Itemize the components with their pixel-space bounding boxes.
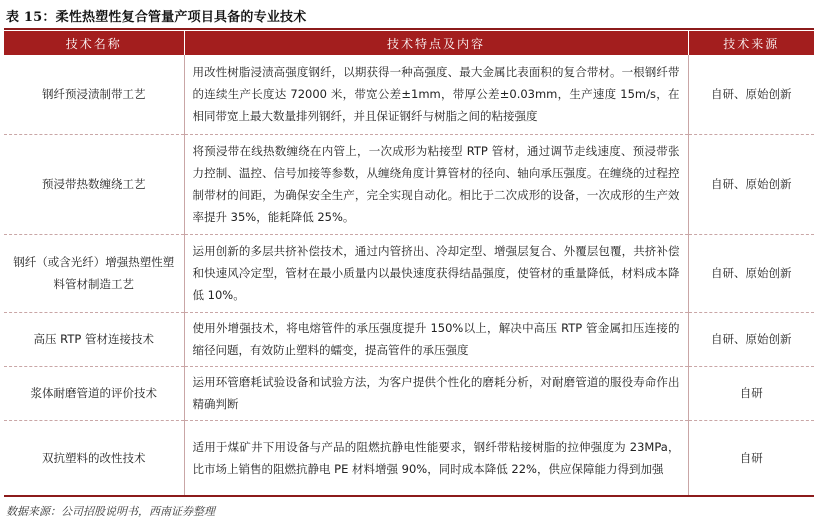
tech-name-cell: 钢纤（或含光纤）增强热塑性塑料管材制造工艺 (4, 234, 184, 312)
tech-name-cell: 预浸带热数缠绕工艺 (4, 134, 184, 234)
tech-source-cell: 自研 (688, 420, 814, 496)
tech-desc-cell: 使用外增强技术，将电熔管件的承压强度提升 150%以上，解决中高压 RTP 管金属扣压连接的缩径问题，有效防止塑料的蠕变，提高管件的承压强度 (184, 312, 688, 366)
table-row (4, 312, 814, 366)
tech-name-cell: 高压 RTP 管材连接技术 (4, 312, 184, 366)
tech-name-cell: 钢纤预浸渍制带工艺 (4, 55, 184, 134)
tech-source-cell: 自研、原始创新 (688, 312, 814, 366)
table-row (4, 134, 814, 234)
tech-table (4, 31, 814, 497)
header-tech-name: 技术名称 (4, 31, 184, 55)
top-rule (4, 28, 814, 30)
tech-desc-cell: 用改性树脂浸渍高强度钢纤，以期获得一种高强度、最大金属比表面积的复合带材。一根钢纤带的连续生产长度达 72000 米，带宽公差±1mm，带厚公差±0.03mm，生产速度 15m/s，在相同带宽上最大数量排列钢纤，并且保证钢纤与树脂之间的粘接强度 (184, 55, 688, 134)
header-tech-features: 技术特点及内容 (184, 31, 688, 55)
tech-desc-cell: 将预浸带在线热数缠绕在内管上，一次成形为粘接型 RTP 管材，通过调节走线速度、预浸带张力控制、温控、信号加接等参数，从缠绕角度计算管材的径向、轴向承压强度。在缠绕的过程控制带材的间距，为确保安全生产，完全实现自动化。相比于二次成形的设备，一次成形的生产效率提升 35%，能耗降低 25%。 (184, 134, 688, 234)
tech-name-cell: 双抗塑料的改性技术 (4, 420, 184, 496)
tech-source-cell: 自研、原始创新 (688, 55, 814, 134)
tech-desc-cell: 运用环管磨耗试验设备和试验方法，为客户提供个性化的磨耗分析，对耐磨管道的服役寿命作出精确判断 (184, 366, 688, 420)
table-row (4, 420, 814, 496)
tech-source-cell: 自研、原始创新 (688, 234, 814, 312)
tech-name-cell: 浆体耐磨管道的评价技术 (4, 366, 184, 420)
header-tech-source: 技术来源 (688, 31, 814, 55)
tech-desc-cell: 运用创新的多层共挤补偿技术，通过内管挤出、冷却定型、增强层复合、外覆层包覆，共挤补偿和快速风冷定型，管材在最小质量内以最快速度获得结晶强度，使管材的重量降低，材料成本降低 10%。 (184, 234, 688, 312)
table-title: 表 15：柔性热塑性复合管量产项目具备的专业技术 (6, 10, 307, 25)
tech-desc-cell: 适用于煤矿井下用设备与产品的阻燃抗静电性能要求，钢纤带粘接树脂的拉伸强度为 23MPa，比市场上销售的阻燃抗静电 PE 材料增强 90%，同时成本降低 22%，供应保障能力得到加强 (184, 420, 688, 496)
table-header-row (4, 31, 814, 55)
source-note: 数据来源：公司招股说明书，西南证券整理 (6, 505, 215, 518)
tech-source-cell: 自研 (688, 366, 814, 420)
table-row (4, 55, 814, 134)
tech-source-cell: 自研、原始创新 (688, 134, 814, 234)
table-row (4, 234, 814, 312)
table-row (4, 366, 814, 420)
